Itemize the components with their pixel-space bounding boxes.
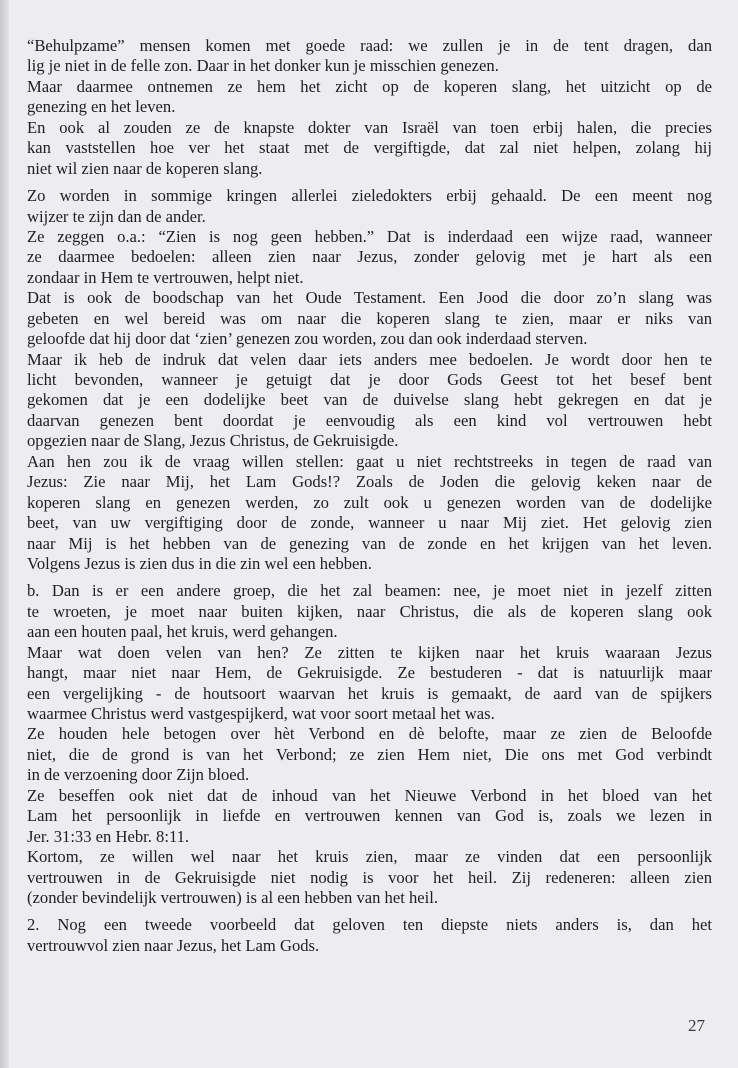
text-line: genezing en het leven. bbox=[27, 97, 176, 117]
text-section bbox=[27, 581, 712, 908]
text-line: Jer. 31:33 en Hebr. 8:11. bbox=[27, 826, 190, 846]
text-line: te wroeten, je moet naar buiten kijken, naar Christus, die als de koperen slang ook bbox=[27, 601, 712, 621]
text-line: gebeten en wel bereid was om naar die koperen slang te zien, maar er niks van bbox=[27, 308, 712, 328]
text-line: niet wil zien naar de koperen slang. bbox=[27, 158, 263, 178]
text-line: “Behulpzame” mensen komen met goede raad: we zullen je in de tent dragen, dan bbox=[27, 36, 712, 55]
text-line: 2. Nog een tweede voorbeeld dat geloven ten diepste niets anders is, dan het bbox=[27, 915, 712, 935]
text-line: Maar daarmee ontnemen ze hem het zicht op de koperen slang, het uitzicht op de bbox=[27, 76, 712, 96]
text-line: koperen slang en genezen werden, zo zult ook u genezen worden van de dodelijke bbox=[27, 492, 712, 512]
text-line: Aan hen zou ik de vraag willen stellen: gaat u niet rechtstreeks in tegen de raad van bbox=[27, 451, 712, 471]
text-line: Ze houden hele betogen over hèt Verbond en dè belofte, maar ze zien de Beloofde bbox=[27, 724, 712, 744]
text-line: Dat is ook de boodschap van het Oude Testament. Een Jood die door zo’n slang was bbox=[27, 288, 712, 308]
text-line: niet, die de grond is van het Verbond; ze zien Hem niet, Die ons met God verbindt bbox=[27, 744, 712, 764]
text-line: aan een houten paal, het kruis, werd gehangen. bbox=[27, 622, 338, 642]
text-line: b. Dan is er een andere groep, die het zal beamen: nee, je moet niet in jezelf zitten bbox=[27, 581, 712, 601]
text-line: vertrouwen in de Gekruisigde niet nodig is voor het heil. Zij redeneren: alleen zien bbox=[27, 867, 712, 887]
text-line: vertrouwvol zien naar Jezus, het Lam Gods. bbox=[27, 935, 320, 955]
text-line: geloofde dat hij door dat ‘zien’ genezen zou worden, zou dan ook inderdaad sterven. bbox=[27, 329, 588, 349]
text-section bbox=[27, 915, 712, 956]
paragraph bbox=[27, 724, 712, 785]
paragraph bbox=[27, 288, 712, 349]
text-line: ze daarmee bedoelen: alleen zien naar Jezus, zonder gelovig met je hart als een bbox=[27, 247, 712, 267]
text-line: hangt, maar niet naar Hem, de Gekruisigde. Ze bestuderen - dat is natuurlijk maar bbox=[27, 663, 712, 683]
text-line: En ook al zouden ze de knapste dokter van Israël van toen erbij halen, die precies bbox=[27, 117, 712, 137]
text-line: Volgens Jezus is zien dus in die zin wel een hebben. bbox=[27, 553, 372, 573]
text-line: lig je niet in de felle zon. Daar in het donker kun je misschien genezen. bbox=[27, 56, 499, 76]
paragraph bbox=[27, 227, 712, 288]
body-text bbox=[27, 36, 712, 963]
text-line: licht bevonden, wanneer je getuigt dat je door Gods Geest tot het besef bent bbox=[27, 370, 712, 389]
text-line: beet, van uw vergiftiging door de zonde, wanneer u naar Mij ziet. Het gelovig zien bbox=[27, 513, 712, 533]
text-line: zondaar in Hem te vertrouwen, helpt niet. bbox=[27, 267, 304, 287]
text-line: Ze zeggen o.a.: “Zien is nog geen hebben.” Dat is inderdaad een wijze raad, wanneer bbox=[27, 226, 712, 246]
text-section bbox=[27, 186, 712, 574]
text-line: Ze beseffen ook niet dat de inhoud van het Nieuwe Verbond in het bloed van het bbox=[27, 785, 712, 805]
text-line: Jezus: Zie naar Mij, het Lam Gods!? Zoals de Joden die gelovig keken naar de bbox=[27, 472, 712, 492]
paragraph bbox=[27, 643, 712, 725]
text-section bbox=[27, 36, 712, 179]
paragraph bbox=[27, 452, 712, 575]
text-line: wijzer te zijn dan de ander. bbox=[27, 206, 206, 226]
text-line: Zo worden in sommige kringen allerlei zieledokters erbij gehaald. De een meent nog bbox=[27, 186, 712, 206]
text-line: naar Mij is het hebben van de genezing van de zonde en het krijgen van het leven. bbox=[27, 533, 712, 553]
text-line: Lam het persoonlijk in liefde en vertrouwen kennen van God is, zoals we lezen in bbox=[27, 806, 712, 826]
paragraph bbox=[27, 36, 712, 77]
paragraph bbox=[27, 847, 712, 908]
text-line: kan vaststellen hoe ver het staat met de vergiftigde, dat zal niet helpen, zolang hij bbox=[27, 138, 712, 158]
paragraph bbox=[27, 915, 712, 956]
paragraph bbox=[27, 581, 712, 642]
text-line: gekomen dat je een dodelijke beet van de duivelse slang hebt gekregen en dat je bbox=[27, 390, 712, 410]
paragraph bbox=[27, 77, 712, 118]
text-line: Kortom, ze willen wel naar het kruis zien, maar ze vinden dat een persoonlijk bbox=[27, 847, 712, 867]
text-line: opgezien naar de Slang, Jezus Christus, de Gekruisigde. bbox=[27, 431, 399, 451]
text-line: Maar ik heb de indruk dat velen daar iets anders mee bedoelen. Je wordt door hen te bbox=[27, 349, 712, 369]
page-edge-shadow bbox=[0, 0, 9, 1068]
paragraph bbox=[27, 186, 712, 227]
text-line: waarmee Christus werd vastgespijkerd, wat voor soort metaal het was. bbox=[27, 704, 495, 723]
text-line: in de verzoening door Zijn bloed. bbox=[27, 765, 250, 785]
text-line: een vergelijking - de houtsoort waarvan het kruis is gemaakt, de aard van de spijkers bbox=[27, 683, 712, 703]
text-line: Maar wat doen velen van hen? Ze zitten te kijken naar het kruis waaraan Jezus bbox=[27, 642, 712, 662]
text-line: (zonder bevindelijk vertrouwen) is al een hebben van het heil. bbox=[27, 887, 439, 907]
text-line: daarvan genezen bent doordat je eenvoudig als een kind vol vertrouwen hebt bbox=[27, 410, 712, 430]
page-number: 27 bbox=[688, 1016, 705, 1035]
paragraph bbox=[27, 350, 712, 452]
paragraph bbox=[27, 118, 712, 179]
paragraph bbox=[27, 786, 712, 847]
